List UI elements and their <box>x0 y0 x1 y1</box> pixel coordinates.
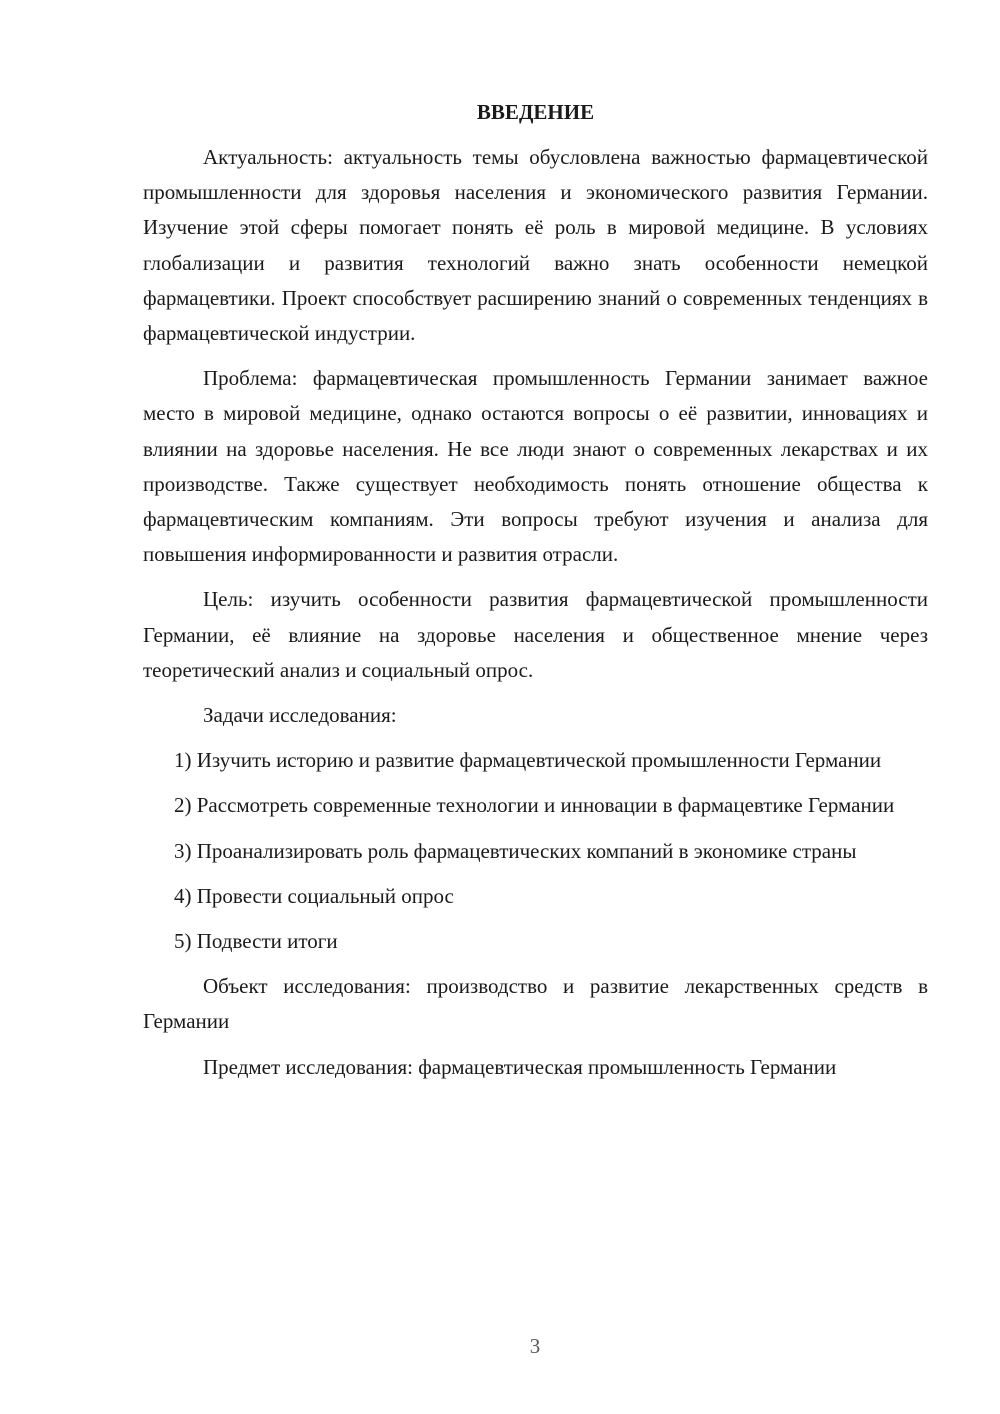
paragraph-relevance: Актуальность: актуальность темы обусловлена важностью фармацевтической промышленности для здоровья населения и экономического развития Германии. Изучение этой сферы помогает понять её роль в мировой медицине. В условиях глобализации и развития технологий важно знать особенности немецкой фармацевтики. Проект способствует расширению знаний о современных тенденциях в фармацевтической индустрии. <box>143 145 928 346</box>
page-title: ВВЕДЕНИЕ <box>476 100 595 124</box>
paragraph-goal: Цель: изучить особенности развития фармацевтической промышленности Германии, её влияние на здоровье населения и общественное мнение через теоретический анализ и социальный опрос. <box>143 587 928 682</box>
paragraph-tasks-heading: Задачи исследования: <box>203 703 397 728</box>
document-page <box>143 95 928 1095</box>
task-item-3: 3) Проанализировать роль фармацевтических компаний в экономике страны <box>174 838 857 863</box>
task-item-1: 1) Изучить историю и развитие фармацевтической промышленности Германии <box>174 748 882 773</box>
task-item-4: 4) Провести социальный опрос <box>174 883 454 908</box>
paragraph-object: Объект исследования: производство и развитие лекарственных средств в Германии <box>143 974 928 1034</box>
task-item-5: 5) Подвести итоги <box>174 929 338 954</box>
page-number: 3 <box>529 1334 541 1358</box>
paragraph-subject: Предмет исследования: фармацевтическая промышленность Германии <box>203 1054 837 1079</box>
task-item-2: 2) Рассмотреть современные технологии и инновации в фармацевтике Германии <box>174 793 895 818</box>
paragraph-problem: Проблема: фармацевтическая промышленность Германии занимает важное место в мировой медицине, однако остаются вопросы о её развитии, инновациях и влиянии на здоровье населения. Не все люди знают о современных лекарствах и их производстве. Также существует необходимость понять отношение общества к фармацевтическим компаниям. Эти вопросы требуют изучения и анализа для повышения информированности и развития отрасли. <box>143 366 928 567</box>
